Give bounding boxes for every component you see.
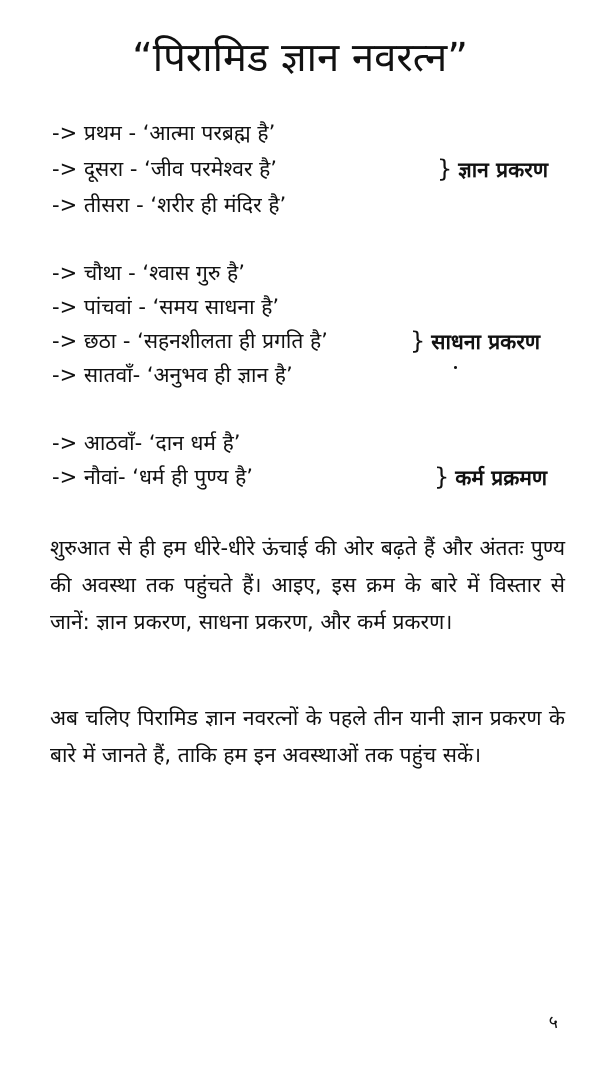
group-label-sadhana: [410, 326, 540, 357]
list-item-8: -> आठवाँ- ‘दान धर्म है’: [52, 431, 241, 455]
group-label-text: साधना प्रकरण: [431, 330, 541, 354]
list-item-1: -> प्रथम - ‘आत्मा परब्रह्म है’: [52, 121, 276, 145]
page-number: ५: [548, 1012, 558, 1033]
list-item-9: -> नौवां- ‘धर्म ही पुण्य है’: [52, 465, 253, 489]
brace-icon: }: [437, 155, 453, 183]
stray-mark: [454, 366, 457, 369]
list-item-6: -> छठा - ‘सहनशीलता ही प्रगति है’: [52, 329, 328, 353]
group-label-gyan: [437, 154, 548, 185]
brace-icon: }: [434, 463, 450, 491]
paragraph-2: अब चलिए पिरामिड ज्ञान नवरत्नों के पहले तीन यानी ज्ञान प्रकरण के बारे में जानते हैं, ताकि हम इन अवस्थाओं तक पहुंच सकें।: [50, 706, 565, 767]
group-label-text: कर्म प्रक्रमण: [455, 466, 548, 490]
list-item-3: -> तीसरा - ‘शरीर ही मंदिर है’: [52, 193, 287, 217]
group-label-karma: [434, 462, 547, 493]
list-item-2: -> दूसरा - ‘जीव परमेश्वर है’: [52, 157, 277, 181]
brace-icon: }: [410, 327, 426, 355]
list-item-7: -> सातवाँ- ‘अनुभव ही ज्ञान है’: [52, 363, 293, 387]
paragraph-1: शुरुआत से ही हम धीरे-धीरे ऊंचाई की ओर बढ़ते हैं और अंततः पुण्य की अवस्था तक पहुंचते हैं। आइए, इस क्रम के बारे में विस्तार से जानें: ज्ञान प्रकरण, साधना प्रकरण, और कर्म प्रकरण।: [50, 536, 565, 634]
list-item-5: -> पांचवां - ‘समय साधना है’: [52, 295, 280, 319]
group-label-text: ज्ञान प्रकरण: [458, 158, 548, 182]
list-item-4: -> चौथा - ‘श्वास गुरु है’: [52, 261, 245, 285]
page-title: “पिरामिड ज्ञान नवरत्न”: [132, 35, 468, 81]
